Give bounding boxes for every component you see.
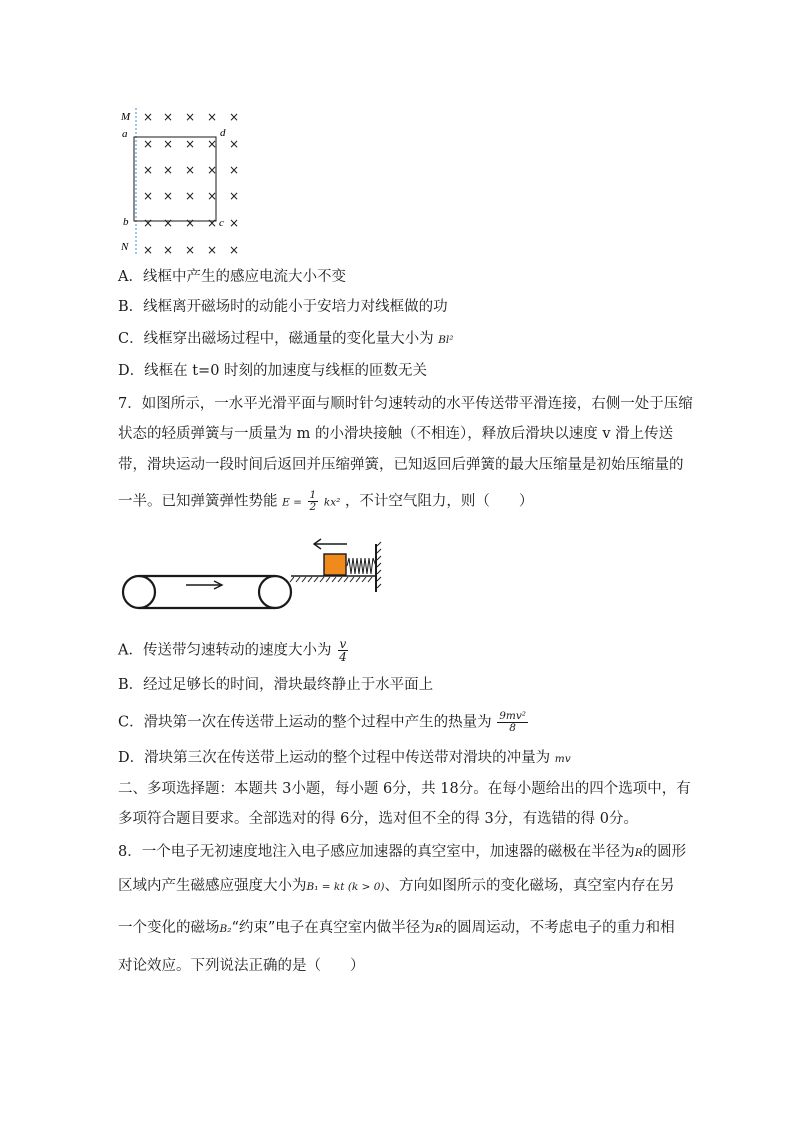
q7-option-a — [118, 638, 350, 663]
field-cross-mark: × — [185, 163, 196, 177]
section2-line2: 多项符合题目要求。全部选对的得 6分，选对但不全的得 3分，有选错的得 0分。 — [118, 811, 639, 827]
q7-line1: 7．如图所示，一水平光滑平面与顺时针匀速转动的水平传送带平滑连接，右侧一处于压缩 — [118, 396, 693, 412]
section2-line1: 二、多项选择题：本题共 3小题，每小题 6分，共 18分。在每小题给出的四个选项中，有 — [118, 781, 691, 797]
q8-line1 — [118, 843, 686, 862]
q8-line3-mid: “约束”电子在真空室内做半径为 — [231, 920, 435, 936]
q7-option-c — [118, 711, 529, 734]
q7-option-a-fraction — [337, 638, 349, 663]
field-cross-mark: × — [207, 137, 218, 151]
q8-line1-post: 的圆形 — [642, 844, 687, 860]
belt-left-pulley — [123, 576, 155, 608]
field-cross-mark: × — [229, 216, 240, 230]
q7-option-a-num: v — [339, 637, 347, 651]
label-m: M — [121, 111, 131, 123]
field-cross-mark: × — [229, 189, 240, 203]
field-cross-mark: × — [185, 216, 196, 230]
q7-line4-post: ，不计空气阻力，则（ ） — [344, 493, 534, 510]
field-cross-mark: × — [163, 243, 174, 256]
q8-line2-expr: B₁ = kt (k > 0) — [306, 881, 385, 893]
belt-right-pulley — [259, 576, 291, 608]
q7-half-num: 1 — [309, 489, 317, 501]
field-cross-mark: × — [163, 163, 174, 177]
q8-line1-pre: 8．一个电子无初速度地注入电子感应加速器的真空室中，加速器的磁极在半径为 — [118, 844, 635, 860]
q7-half-fraction — [308, 490, 319, 513]
q6-option-b: B．线框离开磁场时的动能小于安培力对线框做的功 — [118, 299, 448, 315]
q8-line3-pre: 一个变化的磁场 — [118, 920, 220, 936]
q7-option-a-text: A．传送带匀速转动的速度大小为 — [118, 642, 332, 659]
field-cross-mark: × — [185, 110, 196, 124]
q8-line3-b2: B₂ — [219, 923, 232, 935]
q7-line3: 带，滑块运动一段时间后返回并压缩弹簧，已知返回后弹簧的最大压缩量是初始压缩量的 — [118, 457, 684, 473]
q6-option-c-text: C．线框穿出磁场过程中，磁通量的变化量大小为 — [118, 331, 434, 347]
q7-line4 — [118, 490, 533, 513]
q6-option-c — [118, 330, 454, 349]
field-cross-mark: × — [163, 137, 174, 151]
label-n: N — [121, 241, 129, 253]
block-direction-arrow — [314, 539, 347, 549]
field-cross-mark: × — [207, 189, 218, 203]
q8-line2 — [118, 877, 675, 896]
conveyor-figure — [118, 536, 388, 616]
q7-option-c-num: 9mv² — [499, 710, 526, 722]
field-cross-mark: × — [229, 137, 240, 151]
magnetic-field-figure — [118, 106, 248, 256]
spring — [347, 558, 376, 574]
q7-option-c-den: 8 — [509, 722, 516, 734]
field-cross-mark: × — [207, 110, 218, 124]
field-cross-mark: × — [207, 216, 218, 230]
field-cross-mark: × — [143, 110, 154, 124]
q7-option-d — [118, 749, 571, 768]
q7-line2: 状态的轻质弹簧与一质量为 m 的小滑块接触（不相连），释放后滑块以速度 v 滑上传送 — [118, 426, 674, 442]
q7-half-den: 2 — [309, 501, 317, 513]
label-b: b — [123, 216, 129, 228]
slider-block — [324, 554, 346, 575]
q7-line4-pre: 一半。已知弹簧弹性势能 — [118, 493, 278, 510]
field-cross-mark: × — [163, 216, 174, 230]
field-cross-mark: × — [185, 189, 196, 203]
q7-option-c-fraction — [497, 711, 528, 734]
wall-hatching — [377, 542, 381, 588]
q7-option-d-text: D．滑块第三次在传送带上运动的整个过程中传送带对滑块的冲量为 — [118, 750, 551, 766]
field-cross-mark: × — [185, 243, 196, 256]
q7-kx2: kx² — [323, 496, 341, 509]
q7-energy-symbol: E = — [282, 496, 302, 509]
field-cross-mark: × — [143, 189, 154, 203]
field-cross-mark: × — [163, 189, 174, 203]
q8-line3-r: R — [434, 923, 443, 935]
q8-line3-post: 的圆周运动，不考虑电子的重力和相 — [442, 920, 675, 936]
q8-line4: 对论效应。下列说法正确的是（ ） — [118, 958, 365, 974]
q7-option-a-den: 4 — [339, 650, 347, 664]
field-cross-mark: × — [207, 163, 218, 177]
q6-option-d: D．线框在 t=0 时刻的加速度与线框的匝数无关 — [118, 363, 428, 379]
q6-option-c-expr: Bl² — [438, 334, 454, 346]
field-cross-mark: × — [143, 243, 154, 256]
belt-direction-arrow — [186, 581, 222, 589]
q8-line1-r: R — [634, 847, 643, 859]
field-cross-mark: × — [229, 243, 240, 256]
field-cross-mark: × — [207, 243, 218, 256]
field-cross-mark: × — [143, 137, 154, 151]
q8-line3 — [118, 919, 675, 938]
q7-option-b: B．经过足够长的时间，滑块最终静止于水平面上 — [118, 677, 434, 693]
field-cross-mark: × — [143, 163, 154, 177]
label-a: a — [122, 128, 128, 140]
q6-option-a: A．线框中产生的感应电流大小不变 — [118, 269, 346, 285]
field-cross-mark: × — [143, 216, 154, 230]
q8-line2-pre: 区域内产生磁感应强度大小为 — [118, 878, 307, 894]
field-cross-mark: × — [163, 110, 174, 124]
field-cross-mark: × — [229, 163, 240, 177]
q7-option-d-expr: mv — [554, 753, 571, 765]
label-c: c — [219, 217, 224, 229]
q8-line2-post: 、方向如图所示的变化磁场，真空室内存在另 — [384, 878, 675, 894]
surface-hatching — [290, 577, 372, 582]
field-cross-mark: × — [229, 110, 240, 124]
field-cross-mark: × — [185, 137, 196, 151]
q7-option-c-text: C．滑块第一次在传送带上运动的整个过程中产生的热量为 — [118, 714, 492, 731]
label-d: d — [220, 127, 226, 139]
